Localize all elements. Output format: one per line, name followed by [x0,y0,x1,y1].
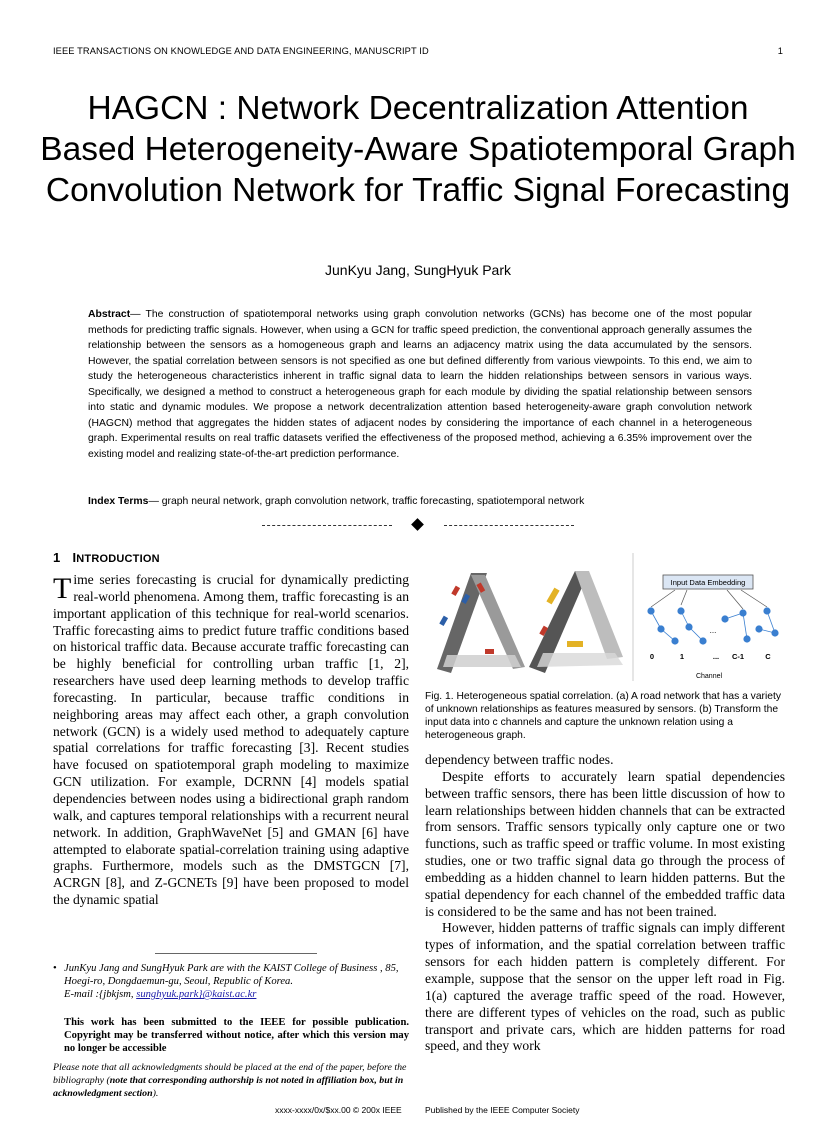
separator-diamond-icon [411,518,424,531]
index-terms-text: — graph neural network, graph convolution network, traffic forecasting, spatiotemporal network [148,496,585,507]
channel-index-labels [650,652,771,661]
paragraph: Despite efforts to accurately learn spatial dependencies between traffic sensors, there has been little discussion of how to learn relationships between hidden channels that can be extracted from sensors. Traffic sensors typically only capture one or two functions, such as traffic speed or traffic volume. In most existing studies, one or two traffic signal data go through the process of embedding as a hidden channel to learn hidden patterns. But the spatial dependency for each channel of the embedded traffic data is considered to be the same and has not been trained. [425,768,785,919]
channel-arrows [651,590,767,609]
paragraph: dependency between traffic nodes. [425,752,614,767]
introduction-text: ime series forecasting is crucial for dynamically predicting real-world phenomena. Among them, traffic forecasting is an important application of this technique for real-world scenarios. Traffic forecasting aims to predict future traffic conditions based on historical traffic data. Because accurate traffic forecasting can be highly beneficial for controlling urban traffic [1, 2], researchers have used deep learning methods to develop traffic forecasting. In particular, because traffic conditions in neighboring areas may affect each other, a graph convolution network (GCN) is a widely used method to adequately capture spatial correlations for traffic forecasting [3]. Recent studies have focused on spatiotemporal graph modeling to maximize GCN utilization. For example, DCRNN [4] models spatial dependencies between nodes using a bidirectional graph random walk, and captures temporal relationships with a recurrent neural network. In addition, GraphWaveNet [5] and GMAN [6] have attempted to elaborate spatial-correlation training using adaptive graphs. Furthermore, models such as the DMSTGCN [7], ACRGN [8], and Z-GCNETs [9] have been proposed to model the dynamic spatial [53,572,409,908]
introduction-right-column [425,752,785,1055]
channel-dots: ... [709,626,717,635]
figure-1-graphic [425,549,785,687]
index-terms [88,494,752,509]
acknowledgment-note [53,1061,409,1100]
channel-label: C [765,652,771,661]
note-bold: note that corresponding authorship is not noted in affiliation box, but in acknowledgment section [53,1075,404,1099]
running-header [53,46,783,56]
channel-label: 1 [679,652,685,661]
channel-axis-label: Channel [695,673,723,680]
channel-graph-panel [647,575,778,680]
copyright-notice: xxxx-xxxx/0x/$xx.00 © 200x IEEE [275,1105,402,1115]
figure-1-caption: Fig. 1. Heterogeneous spatial correlation. (a) A road network that has a variety of unknown relationships as features measured by sensors. (b) Transform the input data into c channels and capture the unknown relation using a heterogeneous graph. [425,691,782,741]
channel-label: C-1 [731,652,745,661]
publisher-notice: Published by the IEEE Computer Society [425,1105,580,1115]
note-text: Please note that all acknowledgments should be placed at the end of the paper, before the bibliography ( [53,1062,407,1086]
index-terms-label: Index Terms [88,496,149,507]
car-icon [485,649,494,654]
email-prefix: E-mail :{jbkjsm, [64,989,137,1000]
road-segment [443,655,521,667]
footnote-bullet: • [53,963,57,974]
car-icon [451,586,460,596]
car-icon [439,616,448,626]
note-end: ). [152,1088,159,1099]
separator-dash-right [444,525,574,526]
channel-label: 0 [649,652,655,661]
submission-notice: This work has been submitted to the IEEE for possible publication. Copyright may be transferred without notice, after which this version may no longer be accessible [64,1017,409,1054]
road-network-panel [437,571,623,673]
section-separator [262,518,574,532]
email-link[interactable]: sunghyuk.park}@kaist.ac.kr [136,989,257,1000]
page-number: 1 [777,46,783,56]
abstract [88,307,752,462]
figure-1 [425,549,785,687]
paper-title: HAGCN : Network Decentralization Attention Based Heterogeneity-Aware Spatiotemporal Graph Convolution Network for Traffic Signal Forecasting [40,90,796,209]
road-segment [537,653,623,667]
section-title-initial: I [72,550,77,565]
abstract-text: — The construction of spatiotemporal networks using graph convolution networks (GCNs) has become one of the most popular methods for predicting traffic signals. However, when using a GCN for traffic speed prediction, the conventional approach generally assumes the relationship between the sensors as a homogeneous graph and learns an adjacency matrix using the data accumulated by the sensors. However, the spatial correlation between sensors is not specified as one but defined differently from various viewpoints. To this end, we aim to study the heterogeneous characteristics inherent in traffic signal data to learn the hidden relationships between sensors in various ways. Specifically, we designed a method to construct a heterogeneous graph for each module by dividing the spatial relationship between sensors into static and dynamic modules. We propose a network decentralization attention based heterogeneity-aware graph convolution network (HAGCN) method that aggregates the hidden states of adjacent nodes by considering the importance of each channel in a heterogeneous graph. Experimental results on real traffic datasets verified the effectiveness of the proposed method, achieving a 6.35% improvement over the existing model and realizing state-of-the-art prediction performance. [88,309,752,460]
bus-icon [546,588,559,605]
section-title-rest: NTRODUCTION [76,553,160,565]
embedding-label: Input Data Embedding [670,578,746,587]
journal-name: IEEE TRANSACTIONS ON KNOWLEDGE AND DATA ENGINEERING, MANUSCRIPT ID [53,46,429,56]
channel-label: ... [712,652,720,661]
author-list: JunKyu Jang, SungHyuk Park [325,262,511,278]
drop-cap: T [53,572,72,605]
bus-icon [567,641,583,647]
affiliation-text: JunKyu Jang and SungHyuk Park are with the KAIST College of Business , 85, Hoegi-ro, Dongdaemun-gu, Seoul, Republic of Korea. [64,963,399,987]
separator-dash-left [262,525,392,526]
paragraph: However, hidden patterns of traffic signals can imply different types of information, and the spatial correlation between traffic sensors for each hidden pattern is completely different. For example, suppose that the sensor on the upper left road in Fig. 1(a) captured the average traffic speed of the road. However, there are different types of vehicles on the road, such as public transport and private cars, which are hidden patterns for road speed, and they work [425,920,785,1054]
footnote-rule [155,953,317,954]
abstract-label: Abstract [88,309,131,320]
section-heading-introduction [53,550,160,565]
introduction-left-column [53,572,409,909]
author-affiliation-footnote [53,962,409,1001]
section-number: 1 [53,550,61,565]
